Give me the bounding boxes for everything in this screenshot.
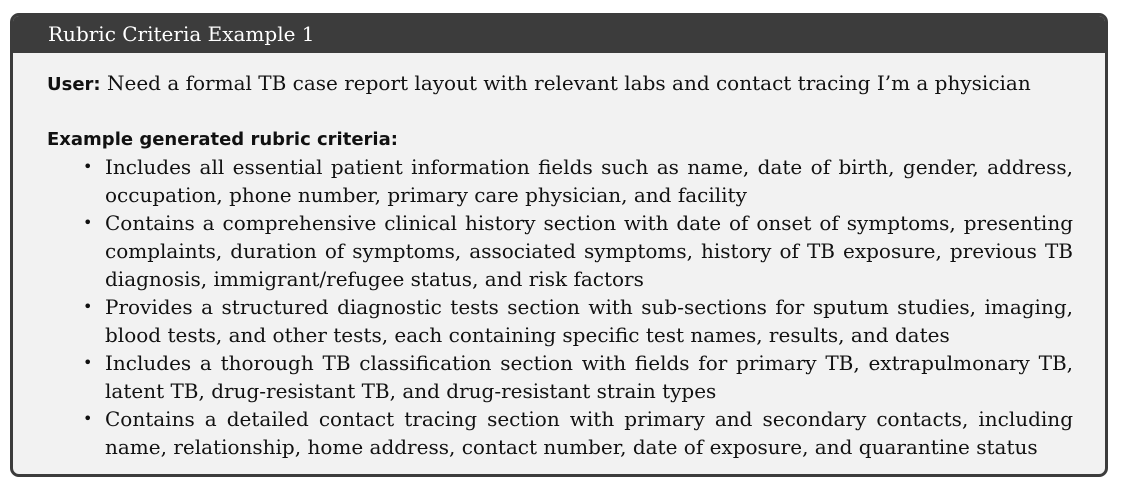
criteria-item — [83, 293, 1073, 349]
criteria-item-text: Includes a thorough TB classification section with fields for primary TB, extrapulmonary TB, latent TB, drug-resistant TB, and drug-resistant strain types — [105, 351, 1073, 403]
bullet-icon: • — [83, 157, 93, 176]
box-title: Rubric Criteria Example 1 — [13, 16, 1105, 53]
bullet-icon: • — [83, 353, 93, 372]
criteria-item-text: Provides a structured diagnostic tests section with sub-sections for sputum studies, imaging, blood tests, and other tests, each containing specific test names, results, and dates — [105, 295, 1073, 347]
bullet-icon: • — [83, 213, 93, 232]
box-body — [13, 53, 1105, 461]
rubric-example-box — [10, 13, 1108, 477]
criteria-item — [83, 153, 1073, 209]
criteria-heading: Example generated rubric criteria: — [47, 129, 398, 150]
criteria-item-text: Includes all essential patient information fields such as name, date of birth, gender, address, occupation, phone number, primary care physician, and facility — [105, 155, 1073, 207]
criteria-item — [83, 349, 1073, 405]
bullet-icon: • — [83, 297, 93, 316]
criteria-item — [83, 209, 1073, 293]
user-message: Need a formal TB case report layout with relevant labs and contact tracing I’m a physician — [106, 71, 1031, 95]
user-prompt — [47, 70, 1073, 98]
bullet-icon: • — [83, 409, 93, 428]
user-label: User: — [47, 74, 101, 95]
criteria-item-text: Contains a detailed contact tracing section with primary and secondary contacts, including name, relationship, home address, contact number, date of exposure, and quarantine status — [105, 407, 1073, 459]
criteria-item — [83, 405, 1073, 461]
criteria-item-text: Contains a comprehensive clinical history section with date of onset of symptoms, presenting complaints, duration of symptoms, associated symptoms, history of TB exposure, previous TB diagnosis, immigrant/refugee status, and risk factors — [105, 211, 1073, 291]
criteria-list — [47, 153, 1073, 461]
